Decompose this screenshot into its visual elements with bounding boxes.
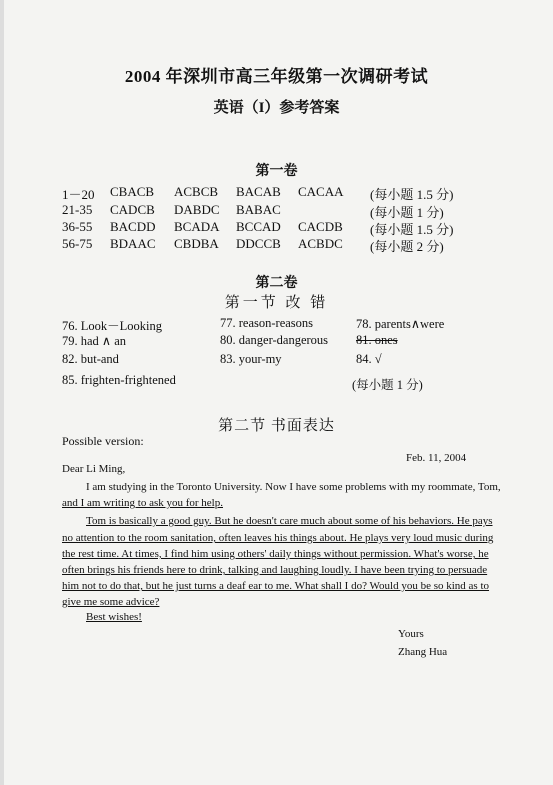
version-label: Possible version: xyxy=(62,434,144,448)
letter-sign-yours: Yours xyxy=(398,628,424,640)
answer-group: BACAB xyxy=(236,184,281,199)
letter-line: him not to do that, but he just turns a deaf ear to me. What shall I do? Would you be so kind as to xyxy=(62,580,490,592)
answer-score: (每小题 2 分) xyxy=(370,239,444,254)
answer-range: 1－20 xyxy=(62,187,95,202)
answer-group: CACDB xyxy=(298,219,343,234)
letter-line: the rest time. At times, I find him using others' daily things without permission. What's worse, he xyxy=(62,548,489,560)
page-subtitle: 英语（I）参考答案 xyxy=(213,100,340,116)
correction-item: 76. Look－Looking xyxy=(62,319,162,333)
answer-group: ACBCB xyxy=(174,184,219,199)
answer-group: CBDBA xyxy=(174,236,219,251)
page-title: 2004 年深圳市高三年级第一次调研考试 xyxy=(124,67,429,86)
answer-group: DABDC xyxy=(174,202,220,217)
letter-line: Tom is basically a good guy. But he doesn't care much about some of his behaviors. He pays xyxy=(86,515,493,527)
answer-score: (每小题 1.5 分) xyxy=(370,187,454,202)
answer-range: 56-75 xyxy=(62,236,93,251)
correction-item: 80. danger-dangerous xyxy=(220,333,329,347)
letter-salutation: Dear Li Ming, xyxy=(62,463,126,475)
correction-item: 78. parents∧were xyxy=(356,317,445,331)
answer-group: BDAAC xyxy=(110,236,156,251)
answer-group: BABAC xyxy=(236,202,281,217)
correction-item: 83. your-my xyxy=(220,352,282,366)
letter-line: and I am writing to ask you for help. xyxy=(62,497,223,509)
part1-heading: 第一卷 xyxy=(255,164,298,179)
correction-item: 79. had ∧ an xyxy=(62,334,126,348)
correction-score: (每小题 1 分) xyxy=(352,378,423,392)
section2-heading: 第二节 书面表达 xyxy=(218,418,335,434)
correction-item: 81. ones xyxy=(356,333,398,347)
correction-item: 77. reason-reasons xyxy=(220,316,314,330)
correction-item: 82. but-and xyxy=(62,352,119,366)
section1-heading: 第一节 改 错 xyxy=(224,295,329,311)
answer-range: 36-55 xyxy=(62,219,93,234)
answer-range: 21-35 xyxy=(62,202,93,217)
answer-group: BACDD xyxy=(110,219,156,234)
correction-item: 85. frighten-frightened xyxy=(62,373,176,387)
answer-group: BCADA xyxy=(174,219,220,234)
part2-heading: 第二卷 xyxy=(255,276,298,291)
answer-group: BCCAD xyxy=(236,219,281,234)
letter-signature: Zhang Hua xyxy=(398,646,448,658)
correction-item: 84. √ xyxy=(356,352,382,366)
letter-line: often brings his friends here to drink, talking and laughing loudly. I have been trying to persuade xyxy=(62,564,488,576)
answer-group: ACBDC xyxy=(298,236,343,251)
answer-group: CADCB xyxy=(110,202,155,217)
letter-closing: Best wishes! xyxy=(86,611,142,623)
letter-line: no attention to the room sanitation, often leaves his things about. He plays very loud music during xyxy=(62,532,494,544)
answer-group: CBACB xyxy=(110,184,155,199)
letter-line: give me some advice? xyxy=(62,596,160,608)
answer-group: DDCCB xyxy=(236,236,281,251)
letter-line: I am studying in the Toronto University. Now I have some problems with my roommate, Tom, xyxy=(86,481,501,493)
scan-edge xyxy=(0,0,4,785)
answer-score: (每小题 1.5 分) xyxy=(370,222,454,237)
answer-score: (每小题 1 分) xyxy=(370,205,444,220)
letter-date: Feb. 11, 2004 xyxy=(406,452,467,464)
answer-group: CACAA xyxy=(298,184,344,199)
